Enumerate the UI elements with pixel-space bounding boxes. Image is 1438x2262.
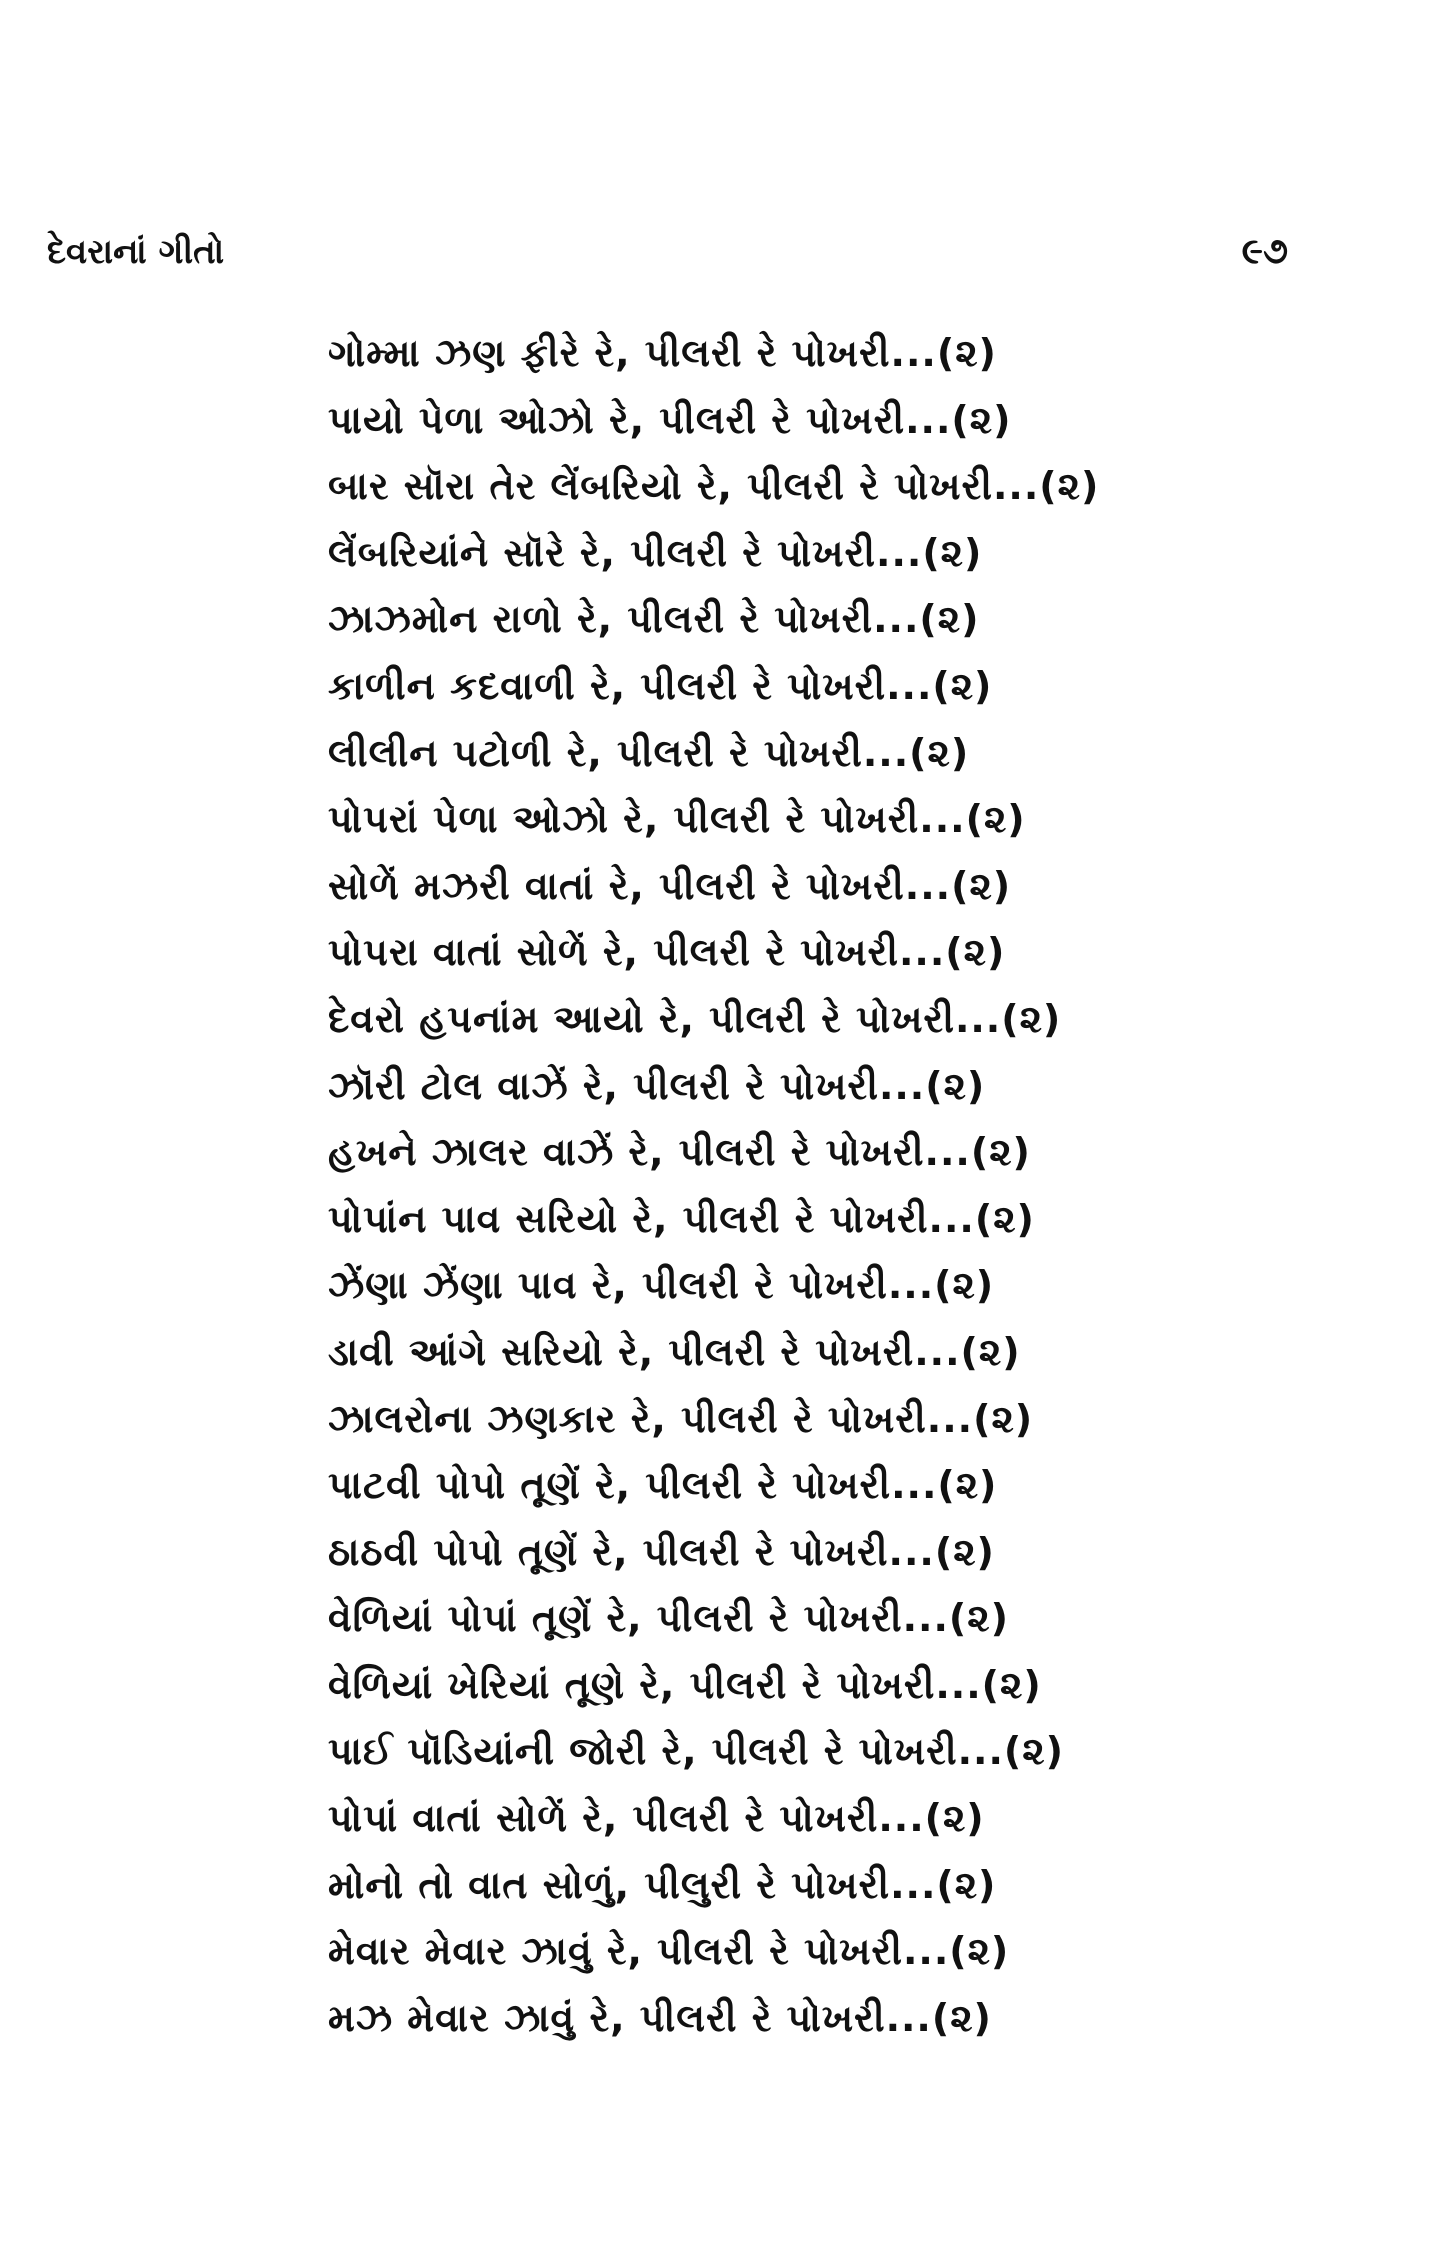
verse-line: ઝૉરી ટોલ વાઝેં રે, પીલરી રે પોખરી...(૨) [328,1063,986,1108]
verse-line: પાઈ પૉડિયાંની જોરી રે, પીલરી રે પોખરી...(૨) [328,1729,1064,1774]
verse-line: મોનો તો વાત સોળું, પીલુરી રે પોખરી...(૨) [328,1862,997,1907]
verse-line: કાળીન કદવાળી રે, પીલરી રે પોખરી...(૨) [328,663,993,708]
verse-line: ઝેંણા ઝેંણા પાવ રે, પીલરી રે પોખરી...(૨) [328,1263,995,1308]
song-verse [328,320,1128,2051]
verse-line: મઝ મેવાર ઝાવું રે, પીલરી રે પોખરી...(૨) [328,1995,992,2040]
verse-line: પાટવી પોપો તૂણેં રે, પીલરી રે પોખરી...(૨) [328,1463,998,1508]
verse-line: દેવરો હપનાંમ આયો રે, પીલરી રે પોખરી...(૨) [328,996,1062,1041]
verse-line: બાર સૉરા તેર લેંબરિયો રે, પીલરી રે પોખરી...(૨) [328,464,1100,509]
verse-line: સોળેં મઝરી વાતાં રે, પીલરી રે પોખરી...(૨) [328,863,1012,908]
verse-line: પોપરાં પેળા ઓઝો રે, પીલરી રે પોખરી...(૨) [328,797,1026,842]
verse-line: ગોમ્મા ઝણ ફીરે રે, પીલરી રે પોખરી...(૨) [328,331,997,375]
verse-line: વેળિયાં પોપાં તૂણેં રે, પીલરી રે પોખરી...(૨) [328,1596,1009,1641]
verse-line: લીલીન પટોળી રે, પીલરી રે પોખરી...(૨) [328,730,970,775]
verse-line: ઝાલરોના ઝણકાર રે, પીલરી રે પોખરી...(૨) [328,1396,1034,1441]
verse-line: વેળિયાં ખેરિયાં તૂણે રે, પીલરી રે પોખરી...(૨) [328,1662,1042,1707]
verse-line: હખને ઝાલર વાઝેં રે, પીલરી રે પોખરી...(૨) [328,1130,1031,1175]
verse-line: ઝાઝમોન રાળો રે, પીલરી રે પોખરી...(૨) [328,597,980,642]
verse-line: ઠાઠવી પોપો તૂણેં રે, પીલરી રે પોખરી...(૨) [328,1529,995,1574]
verse-line: પોપરા વાતાં સોળેં રે, પીલરી રે પોખરી...(૨) [328,930,1006,975]
running-header-title: દેવરાનાં ગીતો [47,232,225,272]
verse-line: પોપાંન પાવ સરિયો રે, પીલરી રે પોખરી...(૨) [328,1196,1035,1241]
verse-line: પાયો પેળા ઓઝો રે, પીલરી રે પોખરી...(૨) [328,397,1012,442]
verse-line: ડાવી આંગે સરિયો રે, પીલરી રે પોખરી...(૨) [328,1329,1021,1374]
verse-line: પોપાં વાતાં સોળેં રે, પીલરી રે પોખરી...(૨) [328,1796,985,1841]
verse-line: લેંબરિયાંને સૉરે રે, પીલરી રે પોખરી...(૨) [328,530,983,575]
verse-line: મેવાર મેવાર ઝાવું રે, પીલરી રે પોખરી...(૨) [328,1929,1010,1974]
page-number: ૯૭ [1241,231,1288,272]
